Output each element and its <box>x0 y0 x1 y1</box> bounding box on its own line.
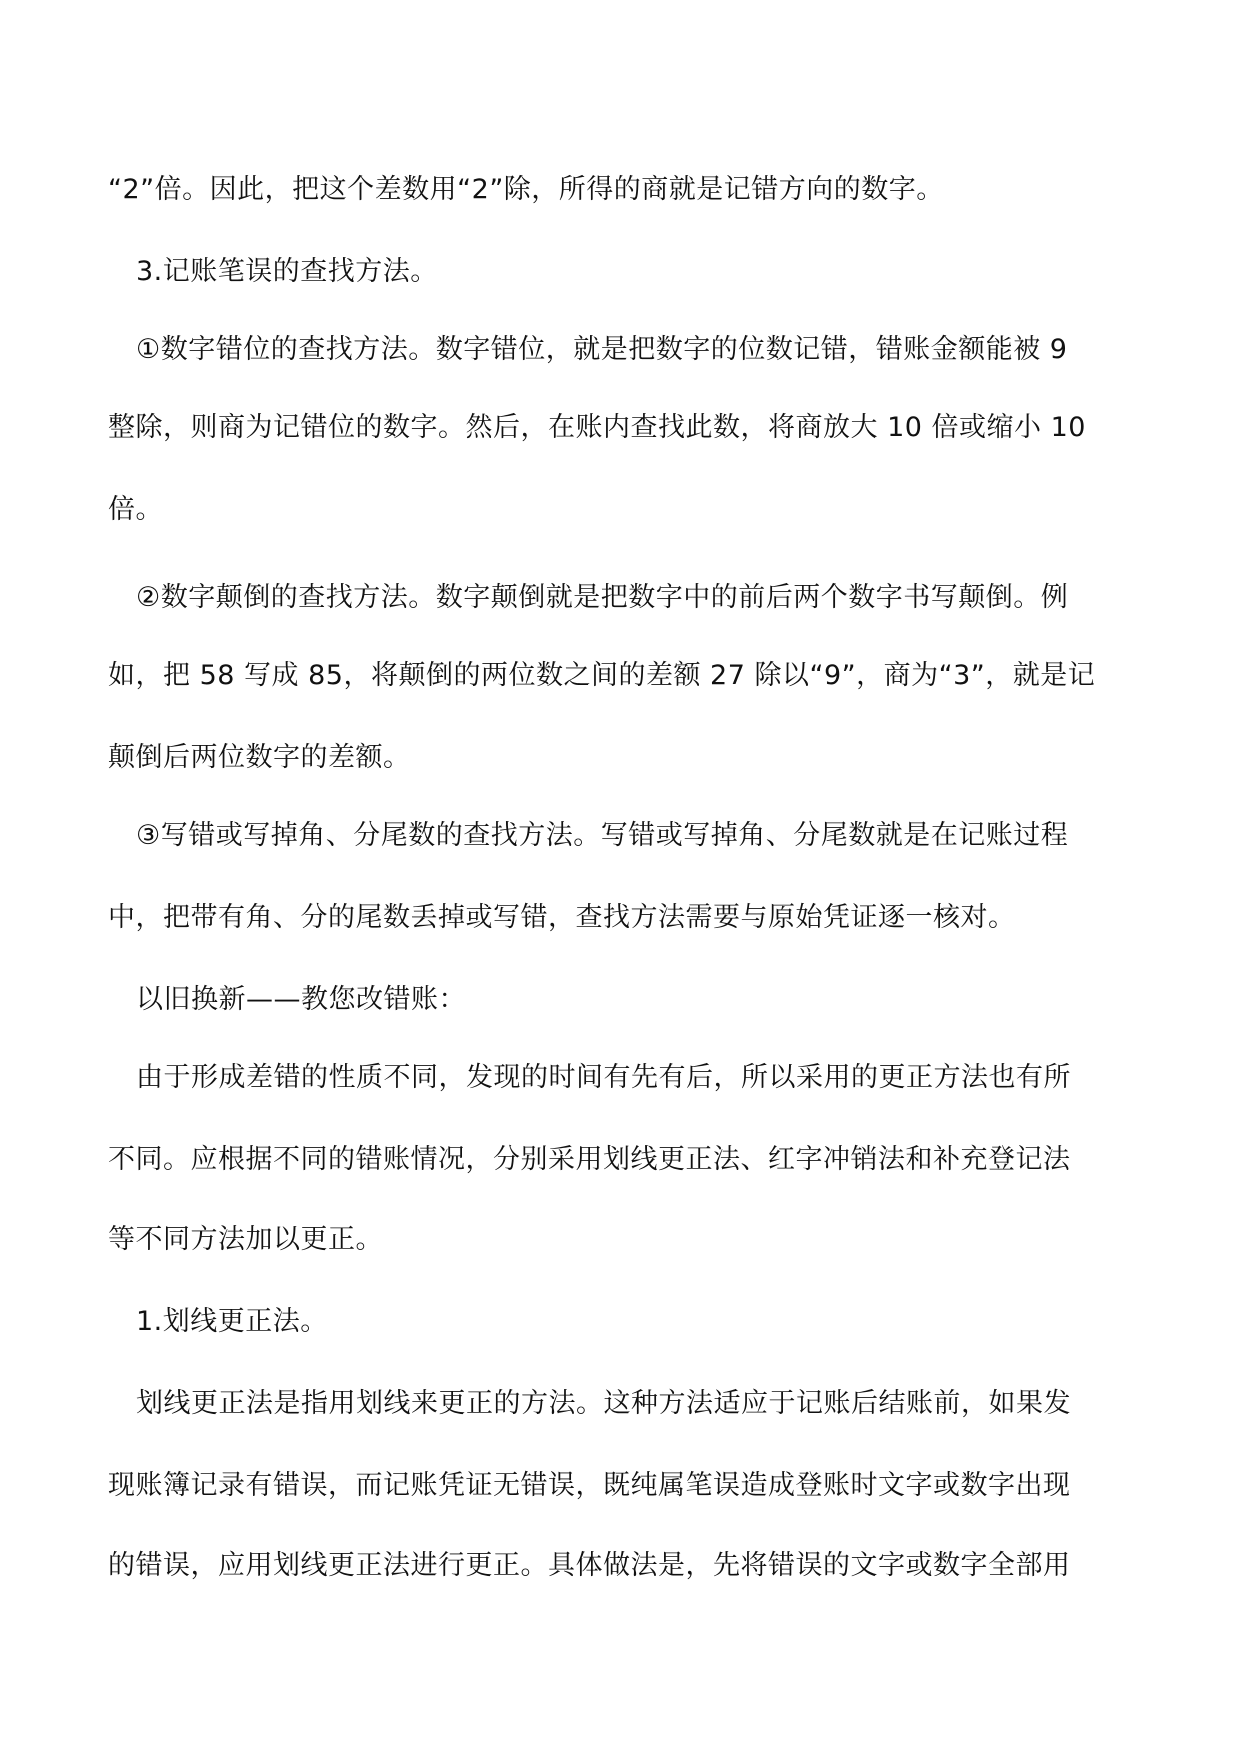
text-line: 等不同方法加以更正。 <box>108 1224 383 1255</box>
section-heading: 1.划线更正法。 <box>136 1306 328 1337</box>
text-line: ①数字错位的查找方法。数字错位，就是把数字的位数记错，错账金额能被 9 <box>136 334 1068 365</box>
text-line: 中，把带有角、分的尾数丢掉或写错，查找方法需要与原始凭证逐一核对。 <box>108 902 1016 933</box>
text-line: 如，把 58 写成 85，将颠倒的两位数之间的差额 27 除以“9”，商为“3”，就是记 <box>108 660 1096 691</box>
text-line: 由于形成差错的性质不同，发现的时间有先有后，所以采用的更正方法也有所 <box>136 1062 1071 1093</box>
section-heading: 3.记账笔误的查找方法。 <box>136 256 438 287</box>
text-line: 不同。应根据不同的错账情况，分别采用划线更正法、红字冲销法和补充登记法 <box>108 1144 1071 1175</box>
text-line: 的错误，应用划线更正法进行更正。具体做法是，先将错误的文字或数字全部用 <box>108 1550 1071 1581</box>
text-line: 划线更正法是指用划线来更正的方法。这种方法适应于记账后结账前，如果发 <box>136 1388 1071 1419</box>
text-line: 整除，则商为记错位的数字。然后，在账内查找此数，将商放大 10 倍或缩小 10 <box>108 412 1086 443</box>
section-heading: 以旧换新——教您改错账： <box>136 984 466 1015</box>
text-line: ②数字颠倒的查找方法。数字颠倒就是把数字中的前后两个数字书写颠倒。例 <box>136 582 1069 613</box>
text-line: 颠倒后两位数字的差额。 <box>108 742 411 773</box>
text-line: 倍。 <box>108 494 163 525</box>
text-line: “2”倍。因此，把这个差数用“2”除，所得的商就是记错方向的数字。 <box>108 174 944 205</box>
text-line: 现账簿记录有错误，而记账凭证无错误，既纯属笔误造成登账时文字或数字出现 <box>108 1470 1071 1501</box>
text-line: ③写错或写掉角、分尾数的查找方法。写错或写掉角、分尾数就是在记账过程 <box>136 820 1069 851</box>
